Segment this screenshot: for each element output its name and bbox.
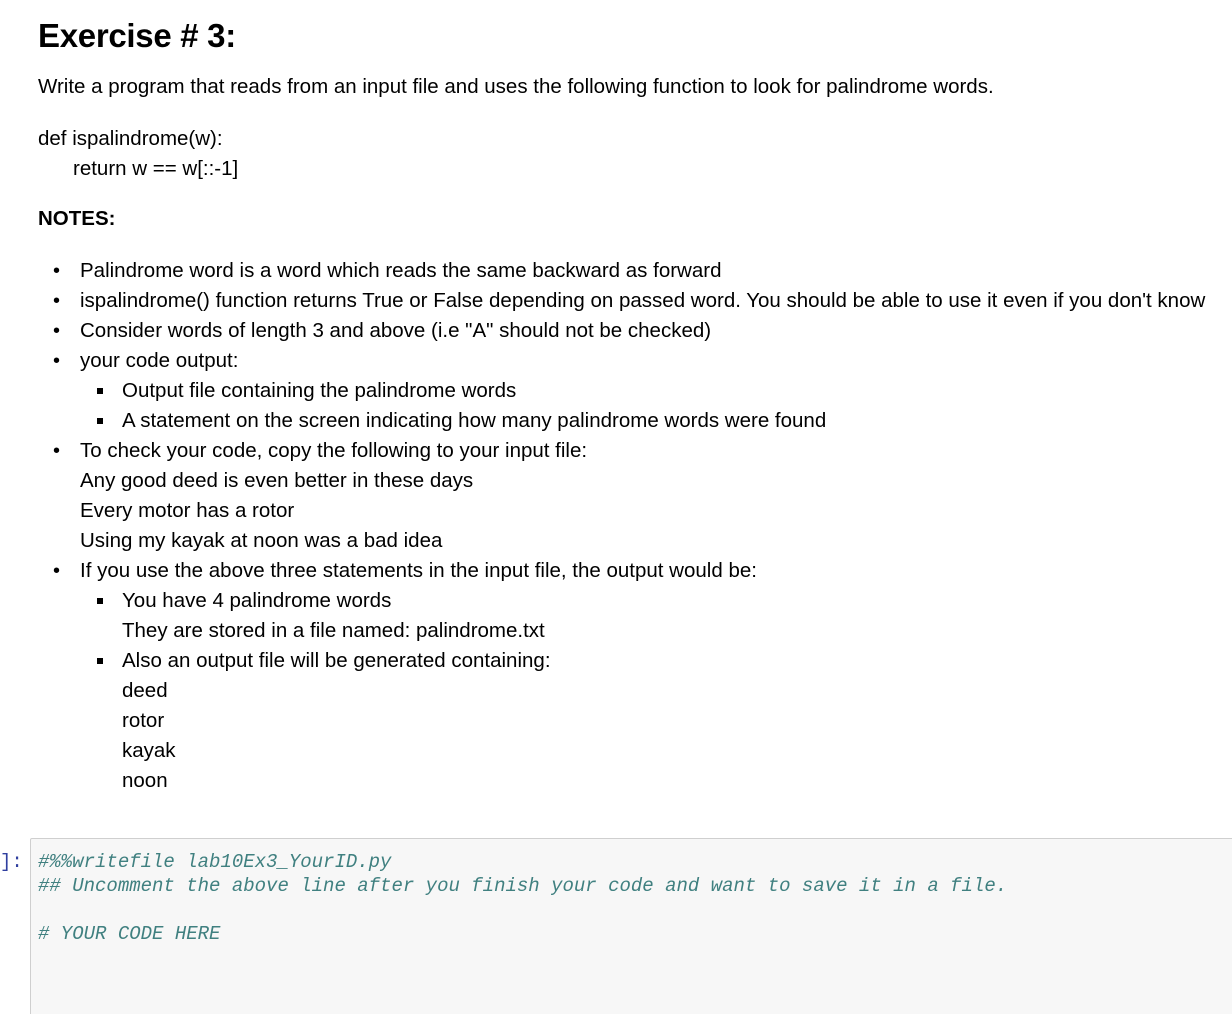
bullet-icon: • <box>53 260 61 282</box>
output-word: deed <box>122 679 168 702</box>
list-item: • ispalindrome() function returns True or False depending on passed word. You should be able to use it even if you don't know <box>38 286 1205 316</box>
list-item: • To check your code, copy the following to your input file: Any good deed is even better in these days Every motor has a rotor Using my kayak at noon was a bad idea <box>38 436 1205 556</box>
code-line: # YOUR CODE HERE <box>38 923 221 945</box>
list-item: • your code output: Output file containing the palindrome words A statement on the screen indicating how many palindrome words were found <box>38 346 1205 436</box>
list-item: • Consider words of length 3 and above (i.e "A" should not be checked) <box>38 316 1205 346</box>
bullet-icon: • <box>53 560 61 582</box>
list-item: Output file containing the palindrome words <box>80 376 1205 406</box>
list-item: Also an output file will be generated containing: deed rotor kayak noon <box>80 646 1205 796</box>
expected-output-list <box>80 586 1205 796</box>
exercise-title: Exercise # 3: <box>38 17 236 54</box>
output-requirements-list <box>80 376 1205 436</box>
sample-input-line: Every motor has a rotor <box>80 499 295 522</box>
bullet-icon: • <box>53 320 61 342</box>
code-line: ## Uncomment the above line after you finish your code and want to save it in a file. <box>38 875 1008 897</box>
sample-input-line: Any good deed is even better in these days <box>80 469 474 492</box>
notes-list <box>38 256 1205 796</box>
function-def-line: def ispalindrome(w): <box>38 127 223 150</box>
bullet-icon: • <box>53 350 61 372</box>
notes-heading: NOTES: <box>38 207 116 230</box>
output-word: rotor <box>122 709 165 732</box>
bullet-icon: • <box>53 290 61 312</box>
sample-input-line: Using my kayak at noon was a bad idea <box>80 529 443 552</box>
output-word: kayak <box>122 739 176 762</box>
square-bullet-icon <box>97 598 103 604</box>
square-bullet-icon <box>97 388 103 394</box>
cell-prompt: ]: <box>0 851 23 873</box>
list-item: • If you use the above three statements in the input file, the output would be: You have 4 palindrome words They are stored in a file named: palindrome.txt Also an output file will be generated containing: deed rotor kayak noon <box>38 556 1205 796</box>
list-item: You have 4 palindrome words They are stored in a file named: palindrome.txt <box>80 586 1205 646</box>
code-editor[interactable] <box>30 838 1232 1014</box>
code-cell <box>0 838 1232 1014</box>
bullet-icon: • <box>53 440 61 462</box>
code-line <box>38 898 1007 922</box>
code-text[interactable] <box>38 850 1007 946</box>
list-item: A statement on the screen indicating how many palindrome words were found <box>80 406 1205 436</box>
code-line: #%%writefile lab10Ex3_YourID.py <box>38 851 392 873</box>
output-word: noon <box>122 769 168 792</box>
exercise-intro: Write a program that reads from an input file and uses the following function to look for palindrome words. <box>38 75 994 98</box>
list-item: • Palindrome word is a word which reads the same backward as forward <box>38 256 1205 286</box>
square-bullet-icon <box>97 658 103 664</box>
square-bullet-icon <box>97 418 103 424</box>
function-return-line: return w == w[::-1] <box>73 157 239 180</box>
